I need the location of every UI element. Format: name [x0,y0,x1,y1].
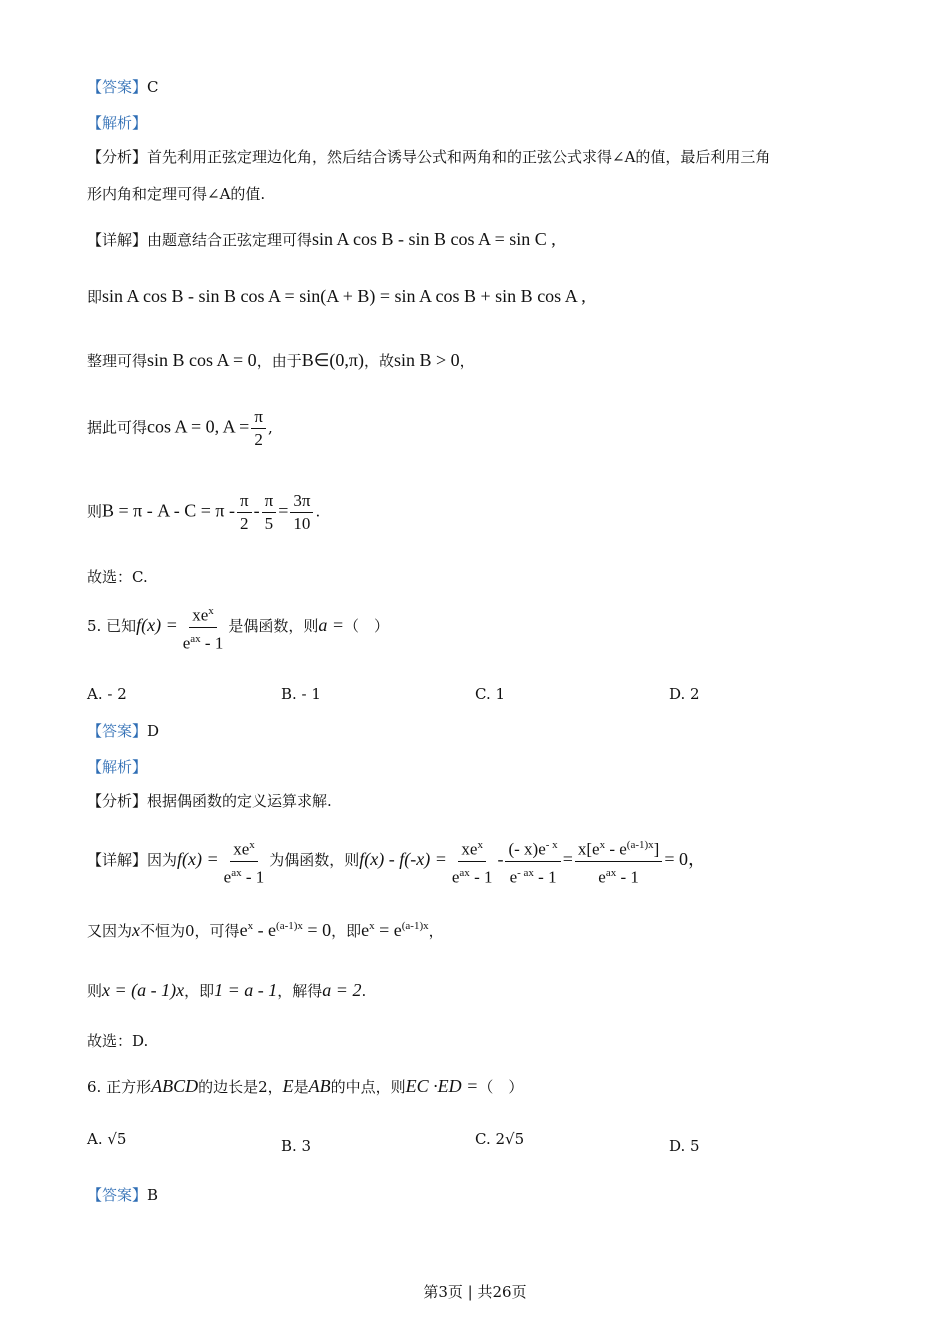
answer-value: D [147,722,160,740]
q6-answer [87,1184,158,1205]
text: ，由于 [256,352,302,370]
fraction [505,834,560,888]
numerator: π [237,490,252,513]
math: e [361,920,370,940]
numerator [230,834,258,862]
math: - [253,500,260,521]
math: x = (a - 1)x [102,980,185,1000]
text: ，即 [184,982,215,1000]
answer-value: C [147,78,159,96]
math: - 1 [241,867,265,887]
math: ABCD [151,1076,199,1096]
q4-detail-3 [87,350,475,371]
text: . [361,982,367,1000]
math: EC ·ED = [405,1076,479,1096]
fraction [290,490,313,535]
sup: (a-1)x [276,920,303,932]
q6-stem [87,1076,523,1097]
sup: x [369,920,375,932]
sup: ax [459,866,470,879]
math: E [282,1076,294,1096]
q4-detail-5 [87,490,320,535]
math: = e [374,920,402,940]
sup: x [208,605,214,617]
q4-fenxi-cont: 形内角和定理可得∠A的值. [87,185,266,203]
text: 又因为 [87,922,133,940]
text: 6. 正方形 [87,1078,152,1096]
fenxi-text: 根据偶函数的定义运算求解. [147,792,332,810]
math: - 1 [533,867,557,887]
q4-analysis-label: 【解析】 [87,114,148,132]
text: ，即 [331,922,362,940]
numerator [505,834,560,862]
denominator: 2 [240,514,249,533]
sup: ax [190,632,201,645]
math: - 1 [200,633,224,653]
sup: x [477,839,483,851]
text: 则 [87,982,103,1000]
math: B∈(0,π) [301,350,364,370]
math: sin B cos A = 0 [147,350,257,370]
fraction [449,834,496,888]
q5-option-b: B. - 1 [281,685,321,703]
q5-answer [87,720,159,741]
denominator: 2 [254,430,263,449]
fenxi-label: 【分析】 [87,792,148,810]
text: 则 [87,502,103,521]
fraction [262,490,277,535]
math: - [497,849,504,870]
denominator [507,862,560,889]
q4-detail-2 [87,286,586,307]
q4-detail-1 [87,229,556,250]
fenxi-label: 【分析】 [87,148,148,166]
numerator [575,834,662,862]
q5-stem [87,600,389,654]
sup: (a-1)x [626,839,654,851]
text: ，故 [363,352,394,370]
numerator: 3π [290,490,313,513]
math: (- x)e [508,839,546,859]
math: x[e [577,839,600,859]
denominator [221,862,268,889]
text: 不恒为0，可得 [140,922,240,940]
q4-detail-4 [87,406,273,451]
math: B = π - A - C = π - [102,500,235,521]
answer-value: B [147,1186,159,1204]
math: e [598,867,606,887]
text: ， [428,922,444,940]
math: e [182,633,191,653]
q4-answer [87,76,159,97]
math: - 1 [469,867,493,887]
text: ，解得 [277,982,323,1000]
page-footer: 第3页 | 共26页 [423,1283,527,1301]
q5-option-a: A. - 2 [87,685,127,703]
math [361,920,429,940]
q5-detail-2 [87,920,444,941]
text: 的边长是2， [198,1078,283,1096]
denominator [595,862,642,889]
q5-fenxi [87,790,332,811]
math: = [278,500,289,521]
q6-option-d: D. 5 [669,1137,700,1155]
sup: ax [605,866,617,879]
math: xe [233,839,250,859]
text: 由题意结合正弦定理可得 [147,231,313,249]
sup: x [599,839,606,851]
math: e [223,867,232,887]
numerator: π [262,490,277,513]
q6-option-c: C. 2√5 [475,1130,525,1148]
math: f(x) = [136,615,178,636]
denominator [449,862,496,889]
fenxi-text: 首先利用正弦定理边化角，然后结合诱导公式和两角和的正弦公式求得∠A的值，最后利用三角 [147,148,771,166]
math: f(x) = [177,849,219,870]
math: AB [308,1076,331,1096]
text: 5. 已知 [87,617,137,636]
math: e [451,867,460,887]
text: , [267,418,273,437]
q5-option-c: C. 1 [475,685,506,703]
math: sin B > 0 [393,350,460,370]
text: 整理可得 [87,352,148,370]
math: - 1 [616,867,639,887]
numerator: π [251,406,266,429]
q4-conclusion: 故选：C. [87,568,148,586]
q4-fenxi [87,146,770,167]
text: 为偶函数，则 [269,851,360,870]
math: f(x) - f(-x) = [359,849,447,870]
answer-label: 【答案】 [87,78,148,96]
sup: ax [231,866,242,879]
text: （ ） [478,1078,524,1096]
q6-option-b: B. 3 [281,1137,312,1155]
sup: - x [545,839,558,851]
sup: (a-1)x [401,920,429,932]
math: 1 = a - 1 [214,980,278,1000]
numerator [458,834,486,862]
q5-analysis-label: 【解析】 [87,758,148,776]
fraction [237,490,252,535]
math: e [239,920,248,940]
math: sin A cos B - sin B cos A = sin(A + B) = sin A cos B + sin B cos A , [102,286,586,306]
q5-detail-1 [87,834,706,888]
sup: - ax [517,866,534,879]
numerator [189,600,217,628]
sup: x [247,920,254,932]
answer-label: 【答案】 [87,1186,148,1204]
text: 是偶函数，则 [228,617,319,636]
detail-label: 【详解】 [87,231,148,249]
sup: x [249,839,255,851]
math [240,920,332,940]
math: = 0， [664,849,706,870]
q5-detail-3 [87,980,366,1001]
denominator: 5 [264,514,274,533]
text: 据此可得 [87,418,148,437]
denominator: 10 [293,514,311,533]
text: ， [459,352,475,370]
text: . [315,502,321,521]
text: 即 [87,288,103,306]
math: = [562,849,573,870]
math: cos A = 0, A = [147,416,250,437]
math: sin A cos B - sin B cos A = sin C , [312,229,556,249]
math: - e [253,920,277,940]
fraction [180,600,227,654]
answer-label: 【答案】 [87,722,148,740]
denominator [180,628,227,655]
text: 因为 [147,851,178,870]
math: ] [653,839,660,859]
math: x [132,920,141,940]
fraction [221,834,268,888]
text: （ ） [344,617,390,636]
math: = 0 [302,920,332,940]
text: 的中点，则 [330,1078,406,1096]
math: xe [192,605,209,625]
fraction [575,834,662,888]
q5-conclusion: 故选：D. [87,1032,149,1050]
q6-option-a: A. √5 [87,1130,127,1148]
fraction [251,406,266,451]
detail-label: 【详解】 [87,851,148,870]
math: a = 2 [322,980,362,1000]
q5-option-d: D. 2 [669,685,700,703]
math: - e [605,839,627,859]
math: e [509,867,518,887]
math: a = [318,615,344,636]
text: 是 [293,1078,309,1096]
math: xe [461,839,478,859]
